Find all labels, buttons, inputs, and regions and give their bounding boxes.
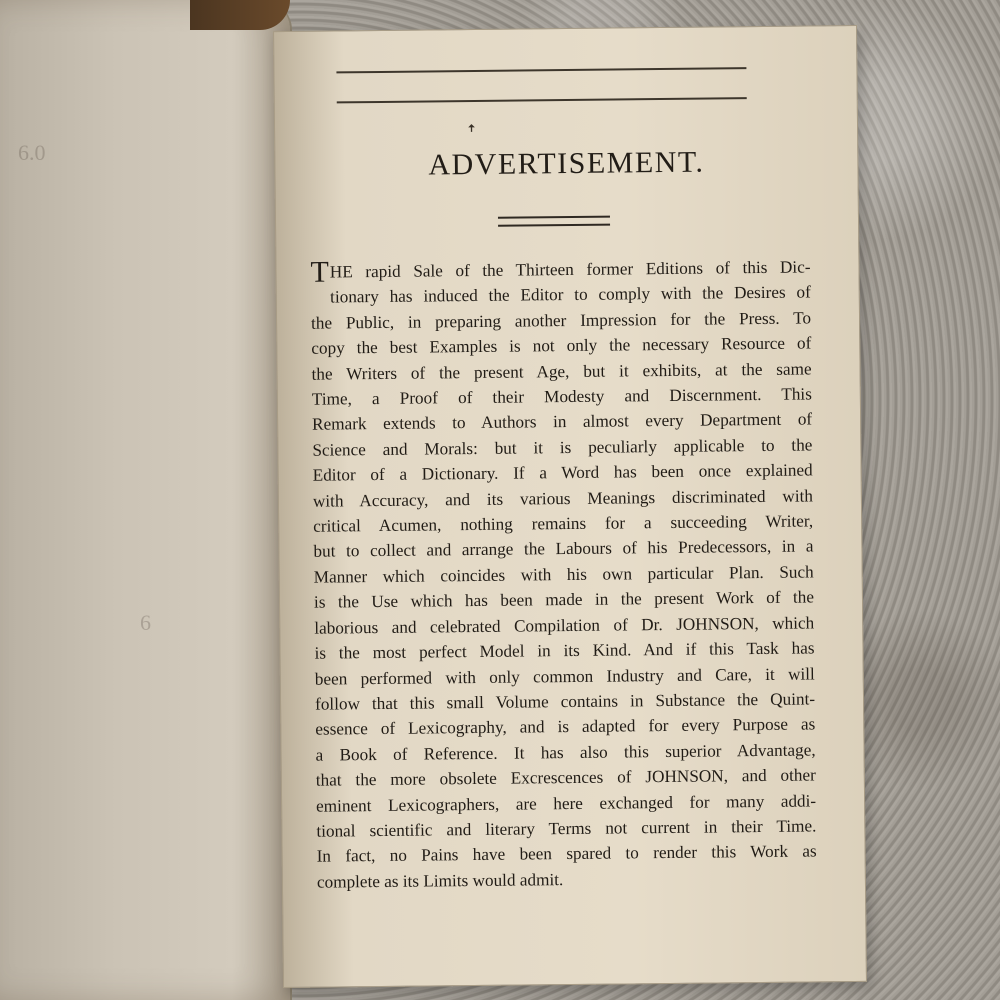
text-line: but to collect and arrange the Labours of his Predecessors, in a	[313, 536, 814, 562]
handwritten-note: 6	[140, 610, 151, 635]
text-line: is the Use which has been made in the present Work of the	[313, 587, 815, 612]
text-line: is the most perfect Model in its Kind. And if this Task has	[314, 638, 815, 663]
text-line: the Writers of the present Age, but it exhibits, at the same	[311, 359, 812, 384]
text-line: critical Acumen, nothing remains for a succeeding Writer,	[313, 511, 814, 536]
text-line: essence of Lexicography, and is adapted for every Purpose as	[315, 714, 816, 739]
handwritten-note: 6.0	[18, 140, 46, 165]
text-line: a Book of Reference. It has also this superior Advantage,	[315, 740, 816, 765]
text-line: complete as its Limits would admit.	[316, 869, 564, 892]
text-line: eminent Lexicographers, are here exchanged for many addi-	[316, 790, 817, 816]
advertisement-text	[310, 254, 817, 894]
text-line: In fact, no Pains have been spared to render this Work as	[316, 841, 817, 867]
printer-mark: ꜛ	[466, 124, 477, 146]
text-line: copy the best Examples is not only the necessary Resource of	[311, 333, 812, 358]
text-line: with Accuracy, and its various Meanings discriminated with	[312, 486, 813, 511]
text-line: Remark extends to Authors in almost every Department of	[312, 409, 813, 435]
text-line: Manner which coincides with his own particular Plan. Such	[313, 562, 814, 587]
text-line: laborious and celebrated Compilation of Dr. JOHNSON, which	[314, 613, 815, 638]
drop-cap: T	[310, 255, 330, 289]
text-line: Science and Morals: but it is peculiarly applicable to the	[312, 435, 813, 460]
text-line: that the more obsolete Excrescences of JOHNSON, and other	[315, 765, 816, 790]
left-page	[0, 0, 292, 1000]
text-line: THE rapid Sale of the Thirteen former Editions of this Dic-	[310, 255, 811, 289]
text-line: tionary has induced the Editor to comply with the Desires of	[330, 282, 811, 307]
text-line: Editor of a Dictionary. If a Word has been once explained	[312, 460, 813, 485]
top-rule	[336, 67, 746, 73]
text-line: follow that this small Volume contains in Substance the Quint-	[314, 689, 816, 714]
book-binding	[190, 0, 290, 30]
text-line: Time, a Proof of their Modesty and Discernment. This	[311, 384, 812, 409]
title-rule	[498, 216, 610, 227]
text-line: been performed with only common Industry and Care, it will	[314, 663, 815, 689]
text-line: tional scientific and literary Terms not current in their Time.	[316, 816, 817, 841]
page-title: ADVERTISEMENT.	[428, 145, 705, 182]
top-rule	[337, 97, 747, 103]
text-line: the Public, in preparing another Impression for the Press. To	[310, 308, 812, 333]
book-page	[273, 25, 867, 988]
